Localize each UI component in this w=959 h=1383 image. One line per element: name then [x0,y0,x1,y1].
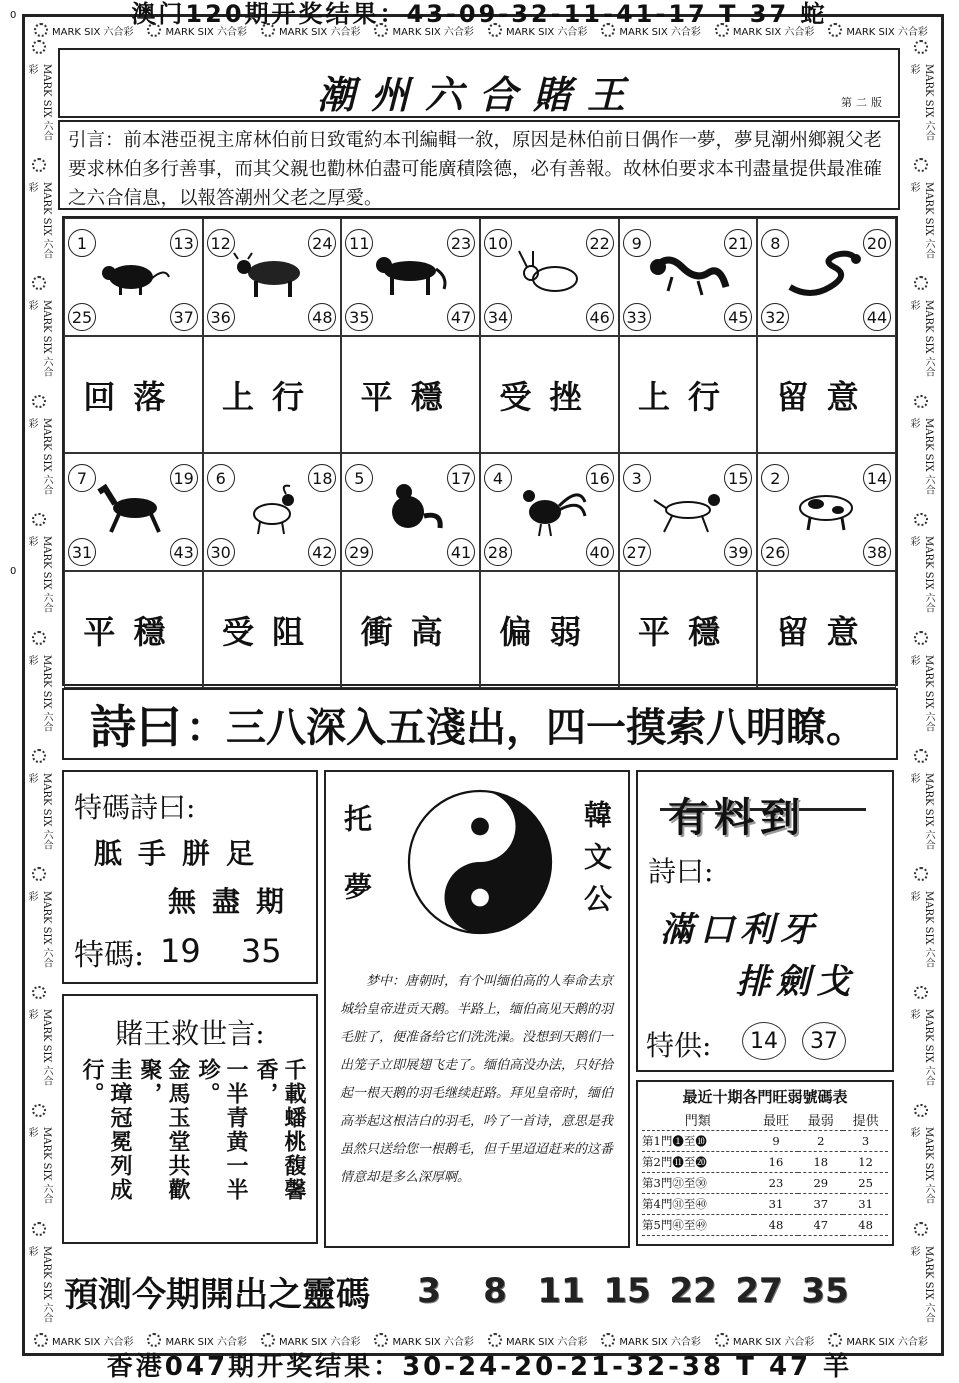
fortune-text: 衝高 [341,571,480,688]
offer-cell: 31 [843,1194,888,1215]
fortune-text: 平穩 [619,571,758,688]
fortune-text: 受挫 [480,336,619,453]
special-code-box [62,770,318,984]
prediction-number: 11 [537,1271,585,1311]
watermark-text: MARK SIX 六合彩 [26,300,52,377]
offer-cell: 12 [843,1152,888,1173]
fortune-text: 上行 [203,336,342,453]
dragon-icon [648,247,728,303]
zodiac-number: 11 [345,229,373,257]
zodiac-number: 48 [308,303,336,331]
zodiac-number: 13 [170,229,198,257]
hot-cell: 9 [754,1131,799,1152]
watermark-text: MARK SIX 六合彩 [26,418,52,496]
watermark-text: MARK SIX 六合彩 [908,300,934,377]
dog-icon [648,482,728,538]
bottom-result-banner: 香港047期开奖结果：30-24-20-21-32-38 T 47 羊 [106,1352,853,1382]
prediction-strip [52,1256,902,1326]
zodiac-number: 43 [170,538,198,566]
zodiac-number: 1 [68,229,96,257]
zodiac-number: 31 [68,538,96,566]
zodiac-number: 37 [170,303,198,331]
zodiac-number: 2 [761,464,789,492]
edition-label: 第二版 [841,96,886,109]
table-header: 提供 [843,1109,888,1131]
zodiac-cell-rabbit [480,218,619,336]
special-poem-line-2: 無盡期 [168,885,301,918]
flower-icon [261,1333,275,1347]
flower-icon [32,1222,46,1236]
zodiac-number: 32 [761,303,789,331]
zodiac-cell-rooster [480,453,619,571]
zodiac-number: 38 [863,538,891,566]
watermark-text: MARK SIX 六合彩 [392,1336,474,1348]
door-cell: 第3門㉑至㉚ [642,1173,754,1194]
tip-title: 有料到 [668,795,806,841]
watermark-text: MARK SIX 六合彩 [908,772,934,850]
prediction-number: 35 [801,1271,849,1311]
flower-icon [32,1104,46,1118]
zodiac-number: 10 [484,229,512,257]
zodiac-number: 8 [761,229,789,257]
watermark-text: MARK SIX 六合彩 [278,26,361,38]
hot-cell: 48 [754,1215,799,1236]
watermark-text: MARK SIX 六合彩 [846,26,928,38]
watermark-text: MARK SIX 六合彩 [165,26,247,38]
tip-box [636,770,894,1072]
flower-icon [32,276,46,290]
zodiac-number: 3 [623,464,651,492]
cold-cell: 47 [798,1215,843,1236]
zodiac-number: 4 [484,464,512,492]
watermark-text: MARK SIX 六合彩 [26,654,52,732]
zodiac-cell-goat [203,453,342,571]
dream-box [324,770,630,1248]
watermark-text: MARK SIX 六合彩 [908,891,934,968]
zodiac-number: 16 [586,464,614,492]
table-row [642,1152,888,1173]
cold-cell: 2 [798,1131,843,1152]
door-cell: 第2門⓫至⓴ [642,1152,754,1173]
table-row [642,1173,888,1194]
zodiac-number: 45 [724,303,752,331]
prediction-number: 3 [417,1271,441,1311]
cold-cell: 18 [798,1152,843,1173]
dream-story: 梦中：唐朝时，有个叫缅伯高的人奉命去京城给皇帝进贡天鹅。半路上，缅伯高见天鹅的羽毛脏了，便准备给它们洗洗澡。没想到天鹅们一出笼子立即展翅飞走了。缅伯高没办法，只好拾起一根天鹅的羽毛继续赶路。拜见皇帝时，缅伯高举起这根洁白的羽毛，吟了一首诗，意思是我虽然只送给您一根鹅毛，但千里迢迢赶来的这番情意却是多么深厚啊。 [340,974,614,1185]
flower-icon [914,749,928,763]
page-title: 潮州六合賭王 [316,72,641,117]
yin-yang-icon [406,788,554,936]
intro-paragraph: 引言：前本港亞視主席林伯前日致電約本刊編輯一敘，原因是林伯前日偶作一夢，夢見潮州鄉親父老要求林伯多行善事，而其父親也勸林伯盡可能廣積陰德，必有善報。故林伯要求本刊盡量提供最准確之六合信息，以報答潮州父老之厚愛。 [58,120,900,210]
margin-mark: 0 [10,10,17,21]
table-header: 最旺 [754,1109,799,1131]
goat-icon [232,482,312,538]
zodiac-number: 33 [623,303,651,331]
flower-icon [914,40,928,54]
snake-icon [786,247,866,303]
zodiac-number: 12 [207,229,235,257]
special-code-numbers: 19 35 [160,932,282,970]
zodiac-number: 17 [447,464,475,492]
zodiac-number: 39 [724,538,752,566]
watermark-text: MARK SIX 六合彩 [165,1336,247,1348]
saying-column: 千載蟠桃馥馨香， [253,1058,307,1202]
watermark-text: MARK SIX 六合彩 [846,1336,928,1348]
table-row [642,1194,888,1215]
zodiac-number: 22 [586,229,614,257]
saying-column: 一半青黄一半珍。 [195,1058,249,1202]
watermark-text: MARK SIX 六合彩 [392,26,474,38]
fortune-text: 留意 [757,336,896,453]
zodiac-number: 5 [345,464,373,492]
watermark-text: MARK SIX 六合彩 [908,1127,934,1205]
flower-icon [32,395,46,409]
watermark-text: MARK SIX 六合彩 [26,772,52,850]
prediction-number: 27 [735,1271,783,1311]
special-poem-label: 特碼詩曰: [74,791,196,824]
prediction-number: 15 [603,1271,651,1311]
flower-icon [601,1333,615,1347]
fortune-text: 回落 [64,336,203,453]
watermark-border-left [28,40,50,1330]
fortune-text: 留意 [757,571,896,688]
tip-special-label: 特供: [646,1029,712,1062]
zodiac-number: 27 [623,538,651,566]
flower-icon [374,1333,388,1347]
zodiac-cell-monkey [341,453,480,571]
flower-icon [32,40,46,54]
zodiac-number: 25 [68,303,96,331]
offer-cell: 3 [843,1131,888,1152]
watermark-text: MARK SIX 六合彩 [732,1336,815,1348]
flower-icon [914,1104,928,1118]
watermark-text: MARK SIX 六合彩 [732,26,815,38]
zodiac-number: 6 [207,464,235,492]
flower-icon [32,749,46,763]
watermark-text: MARK SIX 六合彩 [52,1336,134,1348]
door-stats-table [642,1109,888,1236]
saying-column: 圭璋冠冕列成行。 [79,1058,133,1202]
zodiac-cell-rat [64,218,203,336]
watermark-text: MARK SIX 六合彩 [908,418,934,496]
zodiac-cell-pig [757,453,896,571]
zodiac-cell-ox [203,218,342,336]
monkey-icon [370,482,450,538]
tip-poem-label: 詩曰: [648,855,714,888]
door-stats-box [636,1080,894,1246]
watermark-text: MARK SIX 六合彩 [505,1336,588,1348]
watermark-text: MARK SIX 六合彩 [505,26,588,38]
special-poem-line-1: 胝手胼足 [94,837,271,870]
tip-poem-line-1: 滿口利牙 [660,910,820,950]
flower-icon [914,867,928,881]
watermark-text: MARK SIX 六合彩 [52,26,134,38]
zodiac-number: 9 [623,229,651,257]
zodiac-number: 28 [484,538,512,566]
offer-cell: 48 [843,1215,888,1236]
flower-icon [32,631,46,645]
zodiac-number: 41 [447,538,475,566]
zodiac-number: 30 [207,538,235,566]
zodiac-number: 23 [447,229,475,257]
flower-icon [32,867,46,881]
zodiac-number: 36 [207,303,235,331]
flower-icon [914,631,928,645]
flower-icon [32,158,46,172]
flower-icon [32,513,46,527]
fortune-text: 偏弱 [480,571,619,688]
watermark-text: MARK SIX 六合彩 [908,63,934,141]
zodiac-number: 35 [345,303,373,331]
tip-number: 37 [802,1022,846,1060]
poem-lead: 詩曰 [90,700,182,754]
table-row [642,1131,888,1152]
door-cell: 第5門㊶至㊾ [642,1215,754,1236]
hot-cell: 16 [754,1152,799,1173]
poem-banner [62,688,898,760]
zodiac-cell-tiger [341,218,480,336]
dream-right-label: 韓文公 [580,800,613,926]
flower-icon [34,1333,48,1347]
zodiac-number: 20 [863,229,891,257]
king-saying-box [62,994,318,1244]
zodiac-number: 14 [863,464,891,492]
flower-icon [32,986,46,1000]
watermark-text: MARK SIX 六合彩 [908,181,934,259]
prediction-label: 預測今期開出之靈碼 [64,1274,370,1315]
watermark-text: MARK SIX 六合彩 [908,1245,934,1323]
door-stats-title: 最近十期各門旺弱號碼表 [682,1088,848,1106]
zodiac-number: 19 [170,464,198,492]
watermark-text: MARK SIX 六合彩 [278,1336,361,1348]
watermark-text: MARK SIX 六合彩 [26,63,52,141]
cold-cell: 29 [798,1173,843,1194]
watermark-text: MARK SIX 六合彩 [619,26,701,38]
prediction-number: 8 [483,1271,507,1311]
zodiac-cell-horse [64,453,203,571]
tiger-icon [370,247,450,303]
zodiac-number: 46 [586,303,614,331]
watermark-text: MARK SIX 六合彩 [26,536,52,614]
rooster-icon [509,482,589,538]
ox-icon [232,247,312,303]
watermark-text: MARK SIX 六合彩 [26,1245,52,1323]
table-header: 最弱 [798,1109,843,1131]
dream-left-label: 托夢 [340,804,373,940]
flower-icon [914,513,928,527]
tip-number: 14 [742,1022,786,1060]
watermark-text: MARK SIX 六合彩 [619,1336,701,1348]
top-result-banner: 澳门120期开奖结果：43-09-32-11-41-17 T 37 蛇 [131,0,828,28]
door-cell: 第1門❶至❿ [642,1131,754,1152]
zodiac-number: 44 [863,303,891,331]
watermark-border-right [910,40,932,1330]
hot-cell: 23 [754,1173,799,1194]
offer-cell: 25 [843,1173,888,1194]
zodiac-number: 34 [484,303,512,331]
fortune-text: 平穩 [341,336,480,453]
watermark-text: MARK SIX 六合彩 [26,181,52,259]
pig-icon [786,482,866,538]
flower-icon [147,1333,161,1347]
watermark-text: MARK SIX 六合彩 [908,536,934,614]
fortune-text: 上行 [619,336,758,453]
horse-icon [93,482,173,538]
zodiac-cell-dragon [619,218,758,336]
zodiac-number: 29 [345,538,373,566]
poem-text: ：三八深入五淺出，四一摸索八明瞭。 [186,704,866,751]
zodiac-number: 15 [724,464,752,492]
rabbit-icon [509,247,589,303]
king-saying-title: 賭王救世言: [115,1017,265,1050]
flower-icon [914,986,928,1000]
flower-icon [828,1333,842,1347]
fortune-text: 受阻 [203,571,342,688]
zodiac-number: 40 [586,538,614,566]
watermark-text: MARK SIX 六合彩 [26,1009,52,1086]
flower-icon [914,276,928,290]
zodiac-cell-snake [757,218,896,336]
zodiac-number: 42 [308,538,336,566]
table-row [642,1215,888,1236]
special-code-label: 特碼: [74,938,145,973]
saying-column: 金馬玉堂共歡聚， [137,1058,191,1202]
watermark-text: MARK SIX 六合彩 [908,1009,934,1086]
flower-icon [914,395,928,409]
prediction-number: 22 [669,1271,717,1311]
flower-icon [488,1333,502,1347]
flower-icon [914,158,928,172]
rat-icon [93,247,173,303]
zodiac-cell-dog [619,453,758,571]
table-header: 門類 [642,1109,754,1131]
zodiac-number: 47 [447,303,475,331]
flower-icon [715,1333,729,1347]
flower-icon [914,1222,928,1236]
zodiac-number: 24 [308,229,336,257]
watermark-text: MARK SIX 六合彩 [908,654,934,732]
watermark-text: MARK SIX 六合彩 [26,1127,52,1205]
watermark-text: MARK SIX 六合彩 [26,891,52,968]
door-cell: 第4門㉛至㊵ [642,1194,754,1215]
zodiac-number: 21 [724,229,752,257]
zodiac-number: 26 [761,538,789,566]
tip-poem-line-2: 排劍戈 [736,962,856,1002]
masthead [58,48,900,118]
cold-cell: 37 [798,1194,843,1215]
zodiac-number: 7 [68,464,96,492]
margin-mark: 0 [10,566,17,577]
hot-cell: 31 [754,1194,799,1215]
zodiac-number: 18 [308,464,336,492]
zodiac-grid [62,216,898,686]
fortune-text: 平穩 [64,571,203,688]
